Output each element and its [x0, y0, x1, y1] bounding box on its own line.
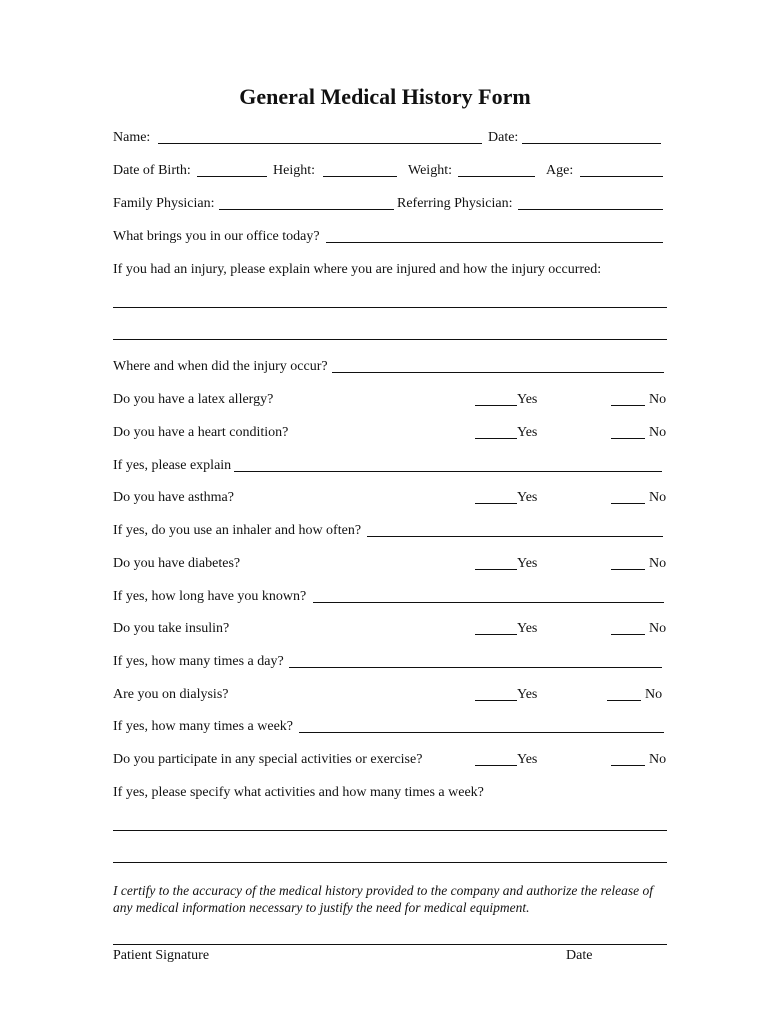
insulin-no-field[interactable]	[611, 634, 645, 635]
diabetes-no-label: No	[649, 556, 667, 571]
height-label: Height:	[273, 163, 315, 178]
where-when-row	[113, 357, 667, 377]
activities-no-field[interactable]	[611, 765, 645, 766]
activities-field-line-1[interactable]	[113, 830, 667, 831]
insulin-yes-label: Yes	[517, 621, 538, 636]
times-day-row	[113, 652, 667, 672]
inhaler-row	[113, 521, 667, 541]
times-day-label: If yes, how many times a day?	[113, 654, 284, 669]
heart-yes-field[interactable]	[475, 438, 517, 439]
certification-statement: I certify to the accuracy of the medical history provided to the company and authorize the release of any medical information necessary to justify the need for medical equipment.	[113, 883, 653, 915]
how-long-label: If yes, how long have you known?	[113, 589, 307, 604]
latex-no-label: No	[649, 392, 667, 407]
latex-no-field[interactable]	[611, 405, 645, 406]
dialysis-yes-field[interactable]	[475, 700, 517, 701]
activities-row	[113, 750, 667, 770]
how-long-field[interactable]	[313, 602, 664, 603]
dob-field[interactable]	[197, 176, 267, 177]
inhaler-field[interactable]	[367, 536, 663, 537]
heart-question: Do you have a heart condition?	[113, 425, 289, 440]
how-long-row	[113, 587, 667, 607]
asthma-question: Do you have asthma?	[113, 490, 234, 505]
heart-explain-label: If yes, please explain	[113, 458, 232, 473]
asthma-yes-field[interactable]	[475, 503, 517, 504]
dob-label: Date of Birth:	[113, 163, 191, 178]
diabetes-no-field[interactable]	[611, 569, 645, 570]
physician-row	[113, 194, 667, 214]
asthma-no-label: No	[649, 490, 667, 505]
insulin-yes-field[interactable]	[475, 634, 517, 635]
insulin-no-label: No	[649, 621, 667, 636]
patient-signature-label: Patient Signature	[113, 948, 210, 963]
form-title: General Medical History Form	[239, 84, 531, 109]
injury-label: If you had an injury, please explain where you are injured and how the injury occurred:	[113, 262, 602, 277]
weight-label: Weight:	[408, 163, 452, 178]
name-field[interactable]	[158, 143, 482, 144]
diabetes-yes-field[interactable]	[475, 569, 517, 570]
referring-physician-label: Referring Physician:	[397, 196, 513, 211]
signature-line[interactable]	[113, 944, 667, 945]
weight-field[interactable]	[458, 176, 535, 177]
activities-specify-row	[113, 783, 667, 803]
asthma-no-field[interactable]	[611, 503, 645, 504]
where-when-label: Where and when did the injury occur?	[113, 359, 328, 374]
age-label: Age:	[546, 163, 574, 178]
diabetes-row	[113, 554, 667, 574]
referring-physician-field[interactable]	[518, 209, 663, 210]
times-week-label: If yes, how many times a week?	[113, 719, 293, 734]
asthma-yes-label: Yes	[517, 490, 538, 505]
date-field[interactable]	[522, 143, 661, 144]
family-physician-field[interactable]	[219, 209, 394, 210]
activities-yes-label: Yes	[517, 752, 538, 767]
latex-yes-field[interactable]	[475, 405, 517, 406]
inhaler-label: If yes, do you use an inhaler and how often?	[113, 523, 362, 538]
asthma-row	[113, 488, 667, 508]
activities-specify-label: If yes, please specify what activities and how many times a week?	[113, 785, 484, 800]
heart-no-label: No	[649, 425, 667, 440]
age-field[interactable]	[580, 176, 663, 177]
injury-row	[113, 260, 667, 280]
times-week-field[interactable]	[299, 732, 664, 733]
heart-row	[113, 423, 667, 443]
insulin-question: Do you take insulin?	[113, 621, 230, 636]
name-date-row	[113, 128, 667, 148]
reason-field[interactable]	[326, 242, 663, 243]
reason-label: What brings you in our office today?	[113, 229, 320, 244]
reason-row	[113, 227, 667, 247]
dialysis-no-field[interactable]	[607, 700, 641, 701]
date-label: Date:	[488, 130, 519, 145]
signature-row	[113, 946, 667, 966]
injury-field-line-2[interactable]	[113, 339, 667, 340]
latex-yes-label: Yes	[517, 392, 538, 407]
signature-date-label: Date	[566, 948, 593, 963]
injury-field-line-1[interactable]	[113, 307, 667, 308]
height-field[interactable]	[323, 176, 397, 177]
diabetes-yes-label: Yes	[517, 556, 538, 571]
heart-yes-label: Yes	[517, 425, 538, 440]
latex-question: Do you have a latex allergy?	[113, 392, 274, 407]
family-physician-label: Family Physician:	[113, 196, 215, 211]
name-label: Name:	[113, 130, 151, 145]
dialysis-row	[113, 685, 667, 705]
where-when-field[interactable]	[332, 372, 664, 373]
activities-yes-field[interactable]	[475, 765, 517, 766]
dialysis-yes-label: Yes	[517, 687, 538, 702]
activities-question: Do you participate in any special activities or exercise?	[113, 752, 423, 767]
dialysis-question: Are you on dialysis?	[113, 687, 229, 702]
diabetes-question: Do you have diabetes?	[113, 556, 241, 571]
activities-no-label: No	[649, 752, 667, 767]
dialysis-no-label: No	[645, 687, 663, 702]
heart-explain-row	[113, 456, 667, 476]
times-week-row	[113, 717, 667, 737]
heart-explain-field[interactable]	[234, 471, 662, 472]
vitals-row	[113, 161, 667, 181]
insulin-row	[113, 619, 667, 639]
times-day-field[interactable]	[289, 667, 662, 668]
activities-field-line-2[interactable]	[113, 862, 667, 863]
latex-row	[113, 390, 667, 410]
heart-no-field[interactable]	[611, 438, 645, 439]
